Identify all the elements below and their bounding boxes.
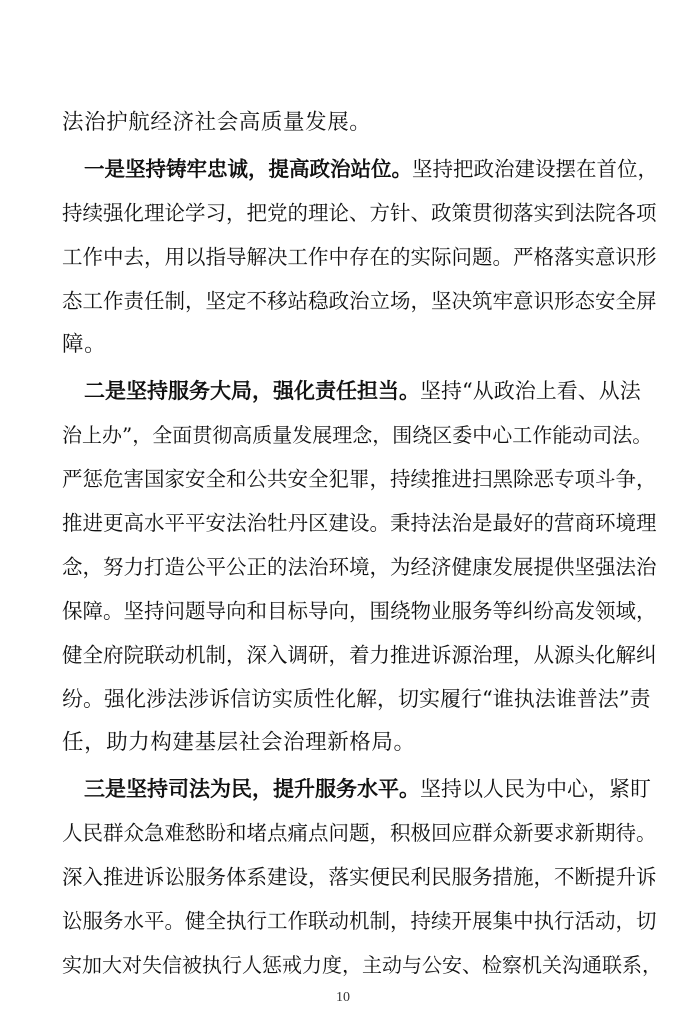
text-line: 持续强化理论学习，把党的理论、方针、政策贯彻落实到法院各项 — [62, 201, 657, 225]
text-line: 态工作责任制，坚定不移站稳政治立场，坚决筑牢意识形态安全屏 — [62, 289, 657, 313]
paragraph-1-text: 坚持把政治建设摆在首位， — [412, 157, 658, 181]
paragraph-1-first-line — [84, 154, 658, 184]
text-line: 实加大对失信被执行人惩戒力度，主动与公安、检察机关沟通联系， — [62, 953, 662, 977]
paragraph-2-text: 坚持“从政治上看、从法 — [420, 379, 641, 403]
text-line: 健全府院联动机制，深入调研，着力推进诉源治理，从源头化解纠 — [62, 643, 657, 667]
paragraph-2-heading: 二是坚持服务大局，强化责任担当。 — [84, 379, 420, 403]
text-line: 工作中去，用以指导解决工作中存在的实际问题。严格落实意识形 — [62, 245, 657, 269]
text-line: 人民群众急难愁盼和堵点痛点问题，积极回应群众新要求新期待。 — [62, 821, 657, 845]
paragraph-3-text: 坚持以人民为中心，紧盯 — [420, 777, 651, 801]
text-line: 任，助力构建基层社会治理新格局。 — [62, 730, 416, 755]
paragraph-1-heading: 一是坚持铸牢忠诚，提高政治站位。 — [84, 157, 412, 181]
text-line: 严惩危害国家安全和公共安全犯罪，持续推进扫黑除恶专项斗争， — [62, 467, 657, 491]
text-line: 治上办”，全面贯彻高质量发展理念，围绕区委中心工作能动司法。 — [62, 423, 653, 447]
paragraph-3-first-line — [84, 774, 651, 804]
text-line: 念，努力打造公平公正的法治环境，为经济健康发展提供坚强法治 — [62, 555, 657, 579]
text-line: 深入推进诉讼服务体系建设，落实便民利民服务措施，不断提升诉 — [62, 865, 657, 889]
text-line: 保障。坚持问题导向和目标导向，围绕物业服务等纠纷高发领域， — [62, 599, 657, 623]
text-line: 推进更高水平平安法治牡丹区建设。秉持法治是最好的营商环境理 — [62, 511, 657, 535]
text-line: 法治护航经济社会高质量发展。 — [62, 110, 372, 135]
text-line: 障。 — [62, 332, 107, 357]
paragraph-3-heading: 三是坚持司法为民，提升服务水平。 — [84, 777, 420, 801]
text-line: 讼服务水平。健全执行工作联动机制，持续开展集中执行活动，切 — [62, 909, 657, 933]
page-number: 10 — [336, 990, 350, 1005]
paragraph-2-first-line — [84, 376, 641, 406]
text-line: 纷。强化涉法涉诉信访实质性化解，切实履行“谁执法谁普法”责 — [62, 687, 651, 711]
